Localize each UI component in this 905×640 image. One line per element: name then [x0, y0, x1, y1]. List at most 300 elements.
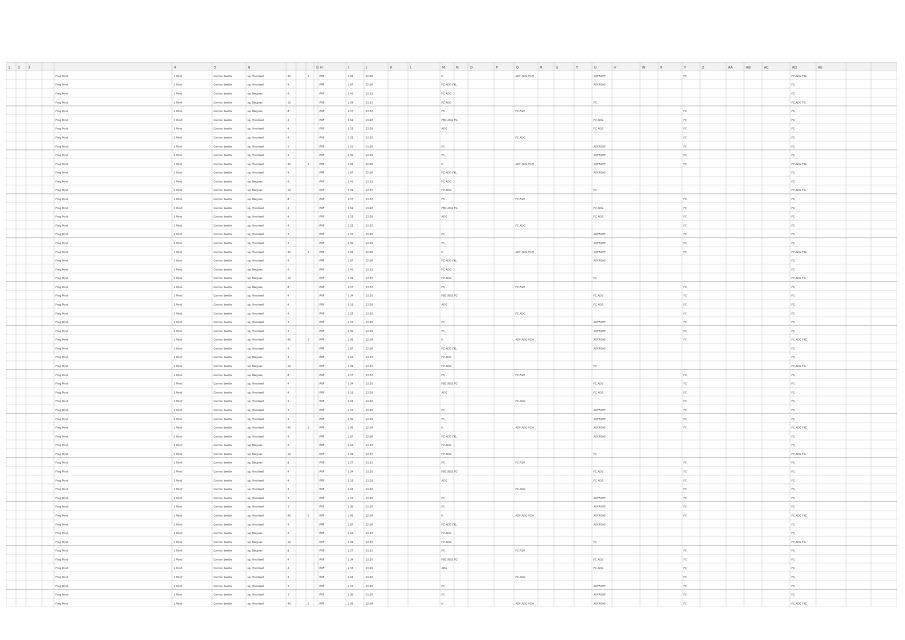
table-cell: 12.09 [365, 347, 373, 351]
table-cell: FC [791, 268, 795, 272]
table-cell: 1 Pond [173, 567, 183, 571]
table-cell: FC [683, 549, 687, 553]
table-cell: FC [791, 206, 795, 210]
table-cell: 1.33 [347, 303, 354, 307]
column-header: O [470, 65, 473, 70]
table-cell: 1 Pond [173, 206, 183, 210]
table-cell: 1 Pond [173, 224, 183, 228]
table-cell: 1.39 [347, 277, 354, 281]
table-cell: 1 Pond [173, 400, 183, 404]
table-cell: 3 [287, 329, 290, 333]
table-cell: PRF [319, 198, 325, 202]
column-header: 3 [28, 65, 31, 70]
table-cell: 13.33 [365, 189, 373, 193]
table-cell: 1.30 [347, 417, 354, 421]
table-cell: sp. Hoodwell [247, 575, 265, 579]
table-cell: sp. Beignes [247, 452, 263, 456]
table-cell: FC [791, 435, 795, 439]
table-cell: FBC ADG FG [441, 206, 458, 210]
table-cell: PRF [319, 488, 325, 492]
column-header: U [594, 65, 597, 70]
table-cell: 4 [287, 268, 290, 272]
table-cell: Frog Pond [55, 452, 69, 456]
column-header: T [576, 65, 579, 70]
table-cell: 2 [307, 602, 310, 606]
table-cell: PRF [319, 391, 325, 395]
table-cell: sp. Hoodwell [247, 215, 265, 219]
table-cell: PPP [319, 435, 325, 439]
table-cell: FC [683, 575, 687, 579]
table-cell: ADF ADG FGH [515, 426, 534, 430]
table-cell: Carrion beetle [213, 584, 232, 588]
table-cell: FC [791, 224, 795, 228]
table-cell: 1.31 [347, 233, 354, 237]
table-cell: PRF [319, 452, 325, 456]
table-cell: FC ADG FG [791, 101, 806, 105]
table-cell: FBC ADG FG [441, 470, 458, 474]
table-cell: FC ADG [441, 92, 452, 96]
table-cell: ADFFGHF [593, 329, 606, 333]
table-cell: ADFFGHF [593, 241, 606, 245]
table-cell: Frog Pond [55, 382, 69, 386]
table-cell: Carrion beetle [213, 593, 232, 597]
table-cell: sp. Hoodwell [247, 303, 265, 307]
table-cell: FC ADG [593, 382, 604, 386]
table-cell: 13.20 [365, 321, 373, 325]
table-cell: FC [791, 136, 795, 140]
table-cell: 1 Pond [173, 488, 183, 492]
table-cell: Carrion beetle [213, 488, 232, 492]
table-cell: ADFFGHF [593, 347, 606, 351]
table-cell: Carrion beetle [213, 417, 232, 421]
table-cell: 1 Pond [173, 215, 183, 219]
table-cell: 1.33 [347, 391, 354, 395]
table-cell: 1.39 [347, 189, 354, 193]
table-cell: Frog Pond [55, 277, 69, 281]
table-cell: FC [791, 285, 795, 289]
table-cell: sp. Hoodwell [247, 347, 265, 351]
table-cell: 4 [287, 444, 290, 448]
table-cell: FC [683, 602, 687, 606]
table-cell: ADFFGHF [593, 523, 606, 527]
table-cell: FC [791, 417, 795, 421]
table-cell: 1 Pond [173, 118, 183, 122]
table-cell: 2 [307, 162, 310, 166]
table-cell: FC FGH [515, 110, 526, 114]
table-cell: Carrion beetle [213, 426, 232, 430]
table-cell: FC [683, 417, 687, 421]
table-cell: Frog Pond [55, 329, 69, 333]
table-cell: sp. Beignes [247, 549, 263, 553]
table-cell: 1 Pond [173, 250, 183, 254]
table-cell: PRF [319, 215, 325, 219]
table-cell: 8 [287, 549, 290, 553]
table-cell: PPP [319, 259, 325, 263]
table-cell: Frog Pond [55, 83, 69, 87]
table-cell: Carrion beetle [213, 470, 232, 474]
table-cell: 1 Pond [173, 356, 183, 360]
table-cell: ADF ADG FGH [515, 74, 534, 78]
table-cell: FC ADG [593, 303, 604, 307]
table-cell: ADFFGHF [593, 496, 606, 500]
table-cell: 13.20 [365, 136, 373, 140]
table-cell: ADFFGHF [593, 514, 606, 518]
table-cell: FBC ADG FG [441, 118, 458, 122]
column-header: R [540, 65, 543, 70]
table-cell: K [441, 426, 444, 430]
table-cell: FC [791, 198, 795, 202]
table-cell: Carrion beetle [213, 549, 232, 553]
column-header: V [614, 65, 617, 70]
table-cell: 13.20 [365, 505, 373, 509]
table-cell: FC [683, 215, 687, 219]
column-header: 6 [248, 65, 251, 70]
table-cell: Frog Pond [55, 356, 69, 360]
column-header: I [348, 65, 349, 70]
table-cell: FC [683, 496, 687, 500]
table-cell: Carrion beetle [213, 171, 232, 175]
table-cell: ADFFGHF [593, 154, 606, 158]
table-cell: 3 [287, 496, 290, 500]
table-cell: ADFFGHF [593, 145, 606, 149]
table-cell: FC [791, 479, 795, 483]
table-cell: Carrion beetle [213, 277, 232, 281]
table-cell: FBC ADG FG [441, 294, 458, 298]
table-cell: 4 [287, 523, 290, 527]
table-cell: 1.95 [347, 162, 354, 166]
table-cell: FC [441, 233, 445, 237]
table-cell: 4 [287, 391, 290, 395]
table-cell: 13.20 [365, 575, 373, 579]
column-header: J [366, 65, 367, 70]
table-cell: FC [791, 532, 795, 536]
table-cell: 4 [287, 435, 290, 439]
table-cell: FC [683, 426, 687, 430]
table-cell: PRF [319, 479, 325, 483]
table-cell: 13.20 [365, 215, 373, 219]
column-header: AA [728, 65, 733, 70]
table-cell: Carrion beetle [213, 532, 232, 536]
table-cell: Frog Pond [55, 241, 69, 245]
table-cell: Frog Pond [55, 470, 69, 474]
table-cell: PRF [319, 118, 325, 122]
table-cell: FC ADG [441, 101, 452, 105]
table-cell: 10 [287, 540, 291, 544]
table-cell: Carrion beetle [213, 189, 232, 193]
table-cell: FC [683, 461, 687, 465]
table-cell: Carrion beetle [213, 145, 232, 149]
table-cell: 4 [287, 312, 290, 316]
column-header: 4 [174, 65, 177, 70]
table-cell: FC [683, 479, 687, 483]
table-cell: 1 Pond [173, 461, 183, 465]
table-cell: FC ADG [441, 268, 452, 272]
table-cell: 1 Pond [173, 373, 183, 377]
table-cell: sp. Hoodwell [247, 250, 265, 254]
table-cell: FC [791, 373, 795, 377]
table-cell: FC [791, 496, 795, 500]
table-cell: 4 [287, 206, 290, 210]
table-cell: K [441, 74, 444, 78]
table-cell: Frog Pond [55, 417, 69, 421]
table-cell: PRF [319, 127, 325, 131]
table-cell: FBC ADG FG [441, 382, 458, 386]
table-cell: FC [791, 444, 795, 448]
table-cell: FC [791, 92, 795, 96]
table-cell: 1 Pond [173, 417, 183, 421]
table-cell: Carrion beetle [213, 259, 232, 263]
table-cell: sp. Hoodwell [247, 171, 265, 175]
table-cell: FC ADG [593, 215, 604, 219]
table-cell: 13.20 [365, 496, 373, 500]
table-cell: 2 [307, 74, 310, 78]
table-cell: FC ADG FKL [441, 435, 457, 439]
table-cell: 1.87 [347, 523, 354, 527]
table-cell: FC [683, 584, 687, 588]
table-cell: 1.34 [347, 382, 354, 386]
table-cell: 1 Pond [173, 549, 183, 553]
table-cell: 1 Pond [173, 532, 183, 536]
table-cell: FC [791, 356, 795, 360]
table-cell: FC ADG FKC [791, 250, 808, 254]
table-cell: Frog Pond [55, 312, 69, 316]
table-cell: FC [683, 329, 687, 333]
table-cell: 1.41 [347, 92, 354, 96]
table-cell: ADF ADG FGH [515, 250, 534, 254]
table-cell: FC [593, 452, 597, 456]
table-cell: 13.20 [365, 567, 373, 571]
table-cell: 3 [287, 233, 290, 237]
table-cell: 3 [287, 321, 290, 325]
table-cell: 1.41 [347, 180, 354, 184]
table-cell: 1.95 [347, 602, 354, 606]
table-cell: sp. Hoodwell [247, 294, 265, 298]
table-cell: 1.32 [347, 575, 354, 579]
table-cell: PRF [319, 329, 325, 333]
table-cell: 13.33 [365, 101, 373, 105]
table-cell: PPP [319, 171, 325, 175]
table-cell: 1.41 [347, 444, 354, 448]
table-cell: 12.09 [365, 83, 373, 87]
table-cell: 13.20 [365, 417, 373, 421]
table-cell: PRF [319, 444, 325, 448]
table-cell: sp. Hoodwell [247, 259, 265, 263]
table-cell: 1.34 [347, 558, 354, 562]
table-cell: FC ADG FKC [791, 74, 808, 78]
table-cell: PRF [319, 505, 325, 509]
table-cell: sp. Hoodwell [247, 321, 265, 325]
table-cell: FC [683, 312, 687, 316]
table-cell: Frog Pond [55, 488, 69, 492]
table-cell: sp. Hoodwell [247, 329, 265, 333]
table-cell: 13.20 [365, 584, 373, 588]
table-cell: Frog Pond [55, 118, 69, 122]
table-cell: 13.33 [365, 549, 373, 553]
table-cell: FC ADG [593, 567, 604, 571]
table-cell: 13.20 [365, 558, 373, 562]
table-cell: 4 [287, 83, 290, 87]
table-cell: sp. Beignes [247, 356, 263, 360]
table-cell: FC [791, 575, 795, 579]
column-header: 1 [8, 65, 11, 70]
table-cell: 1.33 [347, 479, 354, 483]
table-cell: 1 Pond [173, 329, 183, 333]
table-cell: 13.20 [365, 118, 373, 122]
table-cell: sp. Hoodwell [247, 145, 265, 149]
table-cell: FC [791, 312, 795, 316]
table-cell: 4 [287, 92, 290, 96]
table-cell: 1 Pond [173, 514, 183, 518]
table-cell: FC [593, 189, 597, 193]
table-cell: PRF [319, 382, 325, 386]
table-cell: Frog Pond [55, 127, 69, 131]
table-cell: FC [683, 74, 687, 78]
table-cell: Frog Pond [55, 567, 69, 571]
table-cell: 1 Pond [173, 154, 183, 158]
table-cell: FC [791, 400, 795, 404]
table-cell: ADF ADG FGH [515, 338, 534, 342]
table-cell: Carrion beetle [213, 162, 232, 166]
table-cell: sp. Beignes [247, 92, 263, 96]
table-cell: FC ADG [593, 558, 604, 562]
table-cell: ADF ADG FGH [515, 514, 534, 518]
table-cell: sp. Hoodwell [247, 83, 265, 87]
table-cell: Carrion beetle [213, 101, 232, 105]
table-cell: Frog Pond [55, 602, 69, 606]
table-cell: sp. Hoodwell [247, 417, 265, 421]
table-cell: FC [683, 154, 687, 158]
table-cell: Frog Pond [55, 206, 69, 210]
table-cell: Carrion beetle [213, 408, 232, 412]
table-cell: FBC ADG FG [441, 558, 458, 562]
table-cell: 1.34 [347, 118, 354, 122]
table-cell: sp. Hoodwell [247, 136, 265, 140]
table-cell: FC ADG [441, 452, 452, 456]
column-header: 2 [18, 65, 21, 70]
table-cell: 13.20 [365, 470, 373, 474]
table-cell: 1 Pond [173, 470, 183, 474]
table-cell: Carrion beetle [213, 356, 232, 360]
table-cell: FC [791, 294, 795, 298]
table-cell: 4 [287, 532, 290, 536]
table-cell: 1 Pond [173, 338, 183, 342]
table-cell: sp. Hoodwell [247, 74, 265, 78]
table-cell: Carrion beetle [213, 180, 232, 184]
table-cell: FC ADG FG [791, 365, 806, 369]
table-cell: Frog Pond [55, 162, 69, 166]
table-cell: Frog Pond [55, 198, 69, 202]
table-cell: Frog Pond [55, 408, 69, 412]
table-cell: Frog Pond [55, 558, 69, 562]
table-cell: 13.20 [365, 382, 373, 386]
table-cell: ADFFGHF [593, 593, 606, 597]
table-cell: Frog Pond [55, 338, 69, 342]
table-cell: PRF [319, 356, 325, 360]
table-cell: 4 [287, 488, 290, 492]
table-cell: FC [683, 321, 687, 325]
table-cell: PRF [319, 496, 325, 500]
table-cell: Frog Pond [55, 259, 69, 263]
table-cell: Frog Pond [55, 373, 69, 377]
table-cell: 12.09 [365, 602, 373, 606]
table-cell: Carrion beetle [213, 206, 232, 210]
table-cell: 4 [287, 558, 290, 562]
table-cell: 1 Pond [173, 347, 183, 351]
table-cell: sp. Beignes [247, 461, 263, 465]
table-cell: PRF [319, 233, 325, 237]
table-cell: 1.33 [347, 127, 354, 131]
table-cell: FC ADG FKL [441, 259, 457, 263]
table-cell: PRF [319, 268, 325, 272]
table-cell: PRF [319, 303, 325, 307]
table-cell: 4 [287, 347, 290, 351]
table-cell: ADG [441, 567, 448, 571]
table-cell: FC [791, 154, 795, 158]
table-cell: 13.33 [365, 198, 373, 202]
column-header: N [456, 65, 459, 70]
table-cell: Carrion beetle [213, 215, 232, 219]
table-cell: Carrion beetle [213, 312, 232, 316]
table-cell: 1 Pond [173, 268, 183, 272]
table-cell: FC [683, 408, 687, 412]
table-cell: 13.20 [365, 479, 373, 483]
table-cell: 3 [287, 241, 290, 245]
table-cell: ADFFGHF [593, 602, 606, 606]
table-cell: 1.39 [347, 452, 354, 456]
table-cell: ADG [441, 127, 448, 131]
column-header: AD [792, 65, 797, 70]
table-cell: 1 Pond [173, 523, 183, 527]
table-cell: 13.20 [365, 241, 373, 245]
table-cell: FC ADG FKC [791, 514, 808, 518]
table-cell: Carrion beetle [213, 558, 232, 562]
table-cell: sp. Hoodwell [247, 338, 265, 342]
table-cell: 12.09 [365, 338, 373, 342]
table-cell: FC [791, 233, 795, 237]
table-cell: 13.33 [365, 180, 373, 184]
table-cell: sp. Hoodwell [247, 514, 265, 518]
table-cell: PRF [319, 180, 325, 184]
table-cell: 12.09 [365, 162, 373, 166]
table-cell: 1.39 [347, 365, 354, 369]
table-cell: Carrion beetle [213, 329, 232, 333]
table-cell: FC [441, 110, 445, 114]
table-cell: 12.09 [365, 74, 373, 78]
table-cell: 13.20 [365, 206, 373, 210]
table-cell: 4 [287, 470, 290, 474]
table-cell: 13.20 [365, 127, 373, 131]
table-cell: Frog Pond [55, 233, 69, 237]
table-cell: sp. Hoodwell [247, 567, 265, 571]
table-cell: Frog Pond [55, 321, 69, 325]
table-cell: FC ADG FKC [791, 162, 808, 166]
table-cell: PRF [319, 224, 325, 228]
table-cell: 1.39 [347, 540, 354, 544]
table-cell: sp. Hoodwell [247, 496, 265, 500]
table-cell: sp. Hoodwell [247, 162, 265, 166]
table-cell: Frog Pond [55, 224, 69, 228]
table-cell: PRF [319, 532, 325, 536]
table-cell: 1 Pond [173, 259, 183, 263]
table-cell: FC FGH [515, 549, 526, 553]
spreadsheet [6, 62, 897, 607]
table-cell: ADG [441, 479, 448, 483]
table-cell: 1.30 [347, 241, 354, 245]
table-cell: FC ADG [593, 127, 604, 131]
table-cell: 1.31 [347, 145, 354, 149]
table-cell: PPP [319, 250, 325, 254]
table-cell: FC [441, 549, 445, 553]
